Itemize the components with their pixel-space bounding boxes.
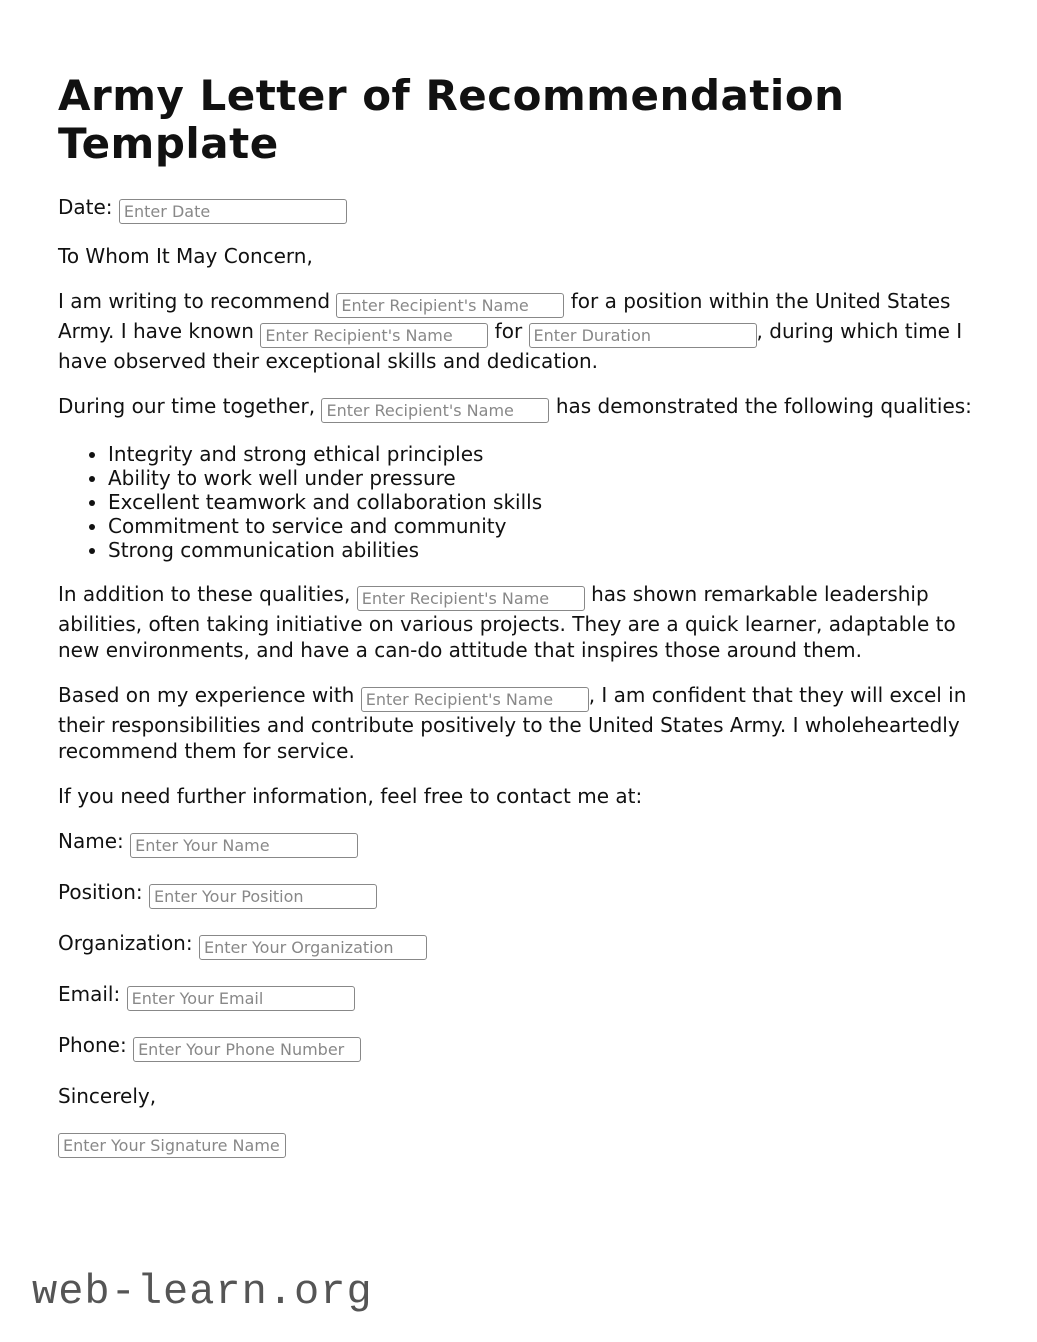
contact-organization-row	[58, 930, 983, 960]
paragraph-intro	[58, 288, 983, 374]
field-label: Position:	[58, 880, 143, 904]
text: I am writing to recommend	[58, 289, 331, 313]
page-title: Army Letter of Recommendation Template	[58, 71, 845, 168]
text: , I am confident that they will excel in their responsibilities and contribute positively to the United States Army. I wholeheartedly recommend them for service.	[58, 683, 967, 763]
paragraph-qualities	[58, 393, 983, 423]
text: for	[494, 319, 523, 343]
closing: Sincerely,	[58, 1084, 157, 1108]
greeting: To Whom It May Concern,	[58, 244, 313, 268]
text: , during which time I have observed their exceptional skills and dedication.	[58, 319, 963, 373]
contact-intro: If you need further information, feel free to contact me at:	[58, 784, 643, 808]
recipient-name-input[interactable]	[336, 293, 564, 318]
your-email-input[interactable]	[127, 986, 355, 1011]
text: for a position within the United States Army. I have known	[58, 289, 951, 343]
text: has demonstrated the following qualities:	[555, 394, 972, 418]
qualities-list	[58, 442, 983, 562]
text: has shown remarkable leadership abilities, often taking initiative on various projects. They are a quick learner, adaptable to new environments, and have a can-do attitude that inspires those around them.	[58, 582, 956, 662]
date-input[interactable]	[119, 199, 347, 224]
contact-position-row	[58, 879, 983, 909]
recipient-name-input[interactable]	[321, 398, 549, 423]
date-row	[58, 194, 983, 224]
contact-email-row	[58, 981, 983, 1011]
list-item: • Commitment to service and community	[108, 514, 983, 538]
watermark: web-learn.org	[32, 1268, 373, 1316]
text: During our time together,	[58, 394, 316, 418]
letter	[58, 72, 983, 1158]
signature-input[interactable]	[58, 1133, 286, 1158]
text: Based on my experience with	[58, 683, 355, 707]
list-item: • Excellent teamwork and collaboration skills	[108, 490, 983, 514]
duration-input[interactable]	[529, 323, 757, 348]
text: In addition to these qualities,	[58, 582, 351, 606]
recipient-name-input[interactable]	[361, 687, 589, 712]
your-organization-input[interactable]	[199, 935, 427, 960]
paragraph-leadership	[58, 581, 983, 663]
paragraph-recommendation	[58, 682, 983, 764]
recipient-name-input[interactable]	[357, 586, 585, 611]
field-label: Organization:	[58, 931, 193, 955]
field-label: Name:	[58, 829, 124, 853]
your-name-input[interactable]	[130, 833, 358, 858]
recipient-name-input[interactable]	[260, 323, 488, 348]
your-position-input[interactable]	[149, 884, 377, 909]
contact-phone-row	[58, 1032, 983, 1062]
field-label: Email:	[58, 982, 121, 1006]
field-label: Phone:	[58, 1033, 127, 1057]
date-label: Date:	[58, 195, 113, 219]
contact-name-row	[58, 828, 983, 858]
list-item: • Ability to work well under pressure	[108, 466, 983, 490]
list-item: • Integrity and strong ethical principles	[108, 442, 983, 466]
list-item: • Strong communication abilities	[108, 538, 983, 562]
your-phone-input[interactable]	[133, 1037, 361, 1062]
